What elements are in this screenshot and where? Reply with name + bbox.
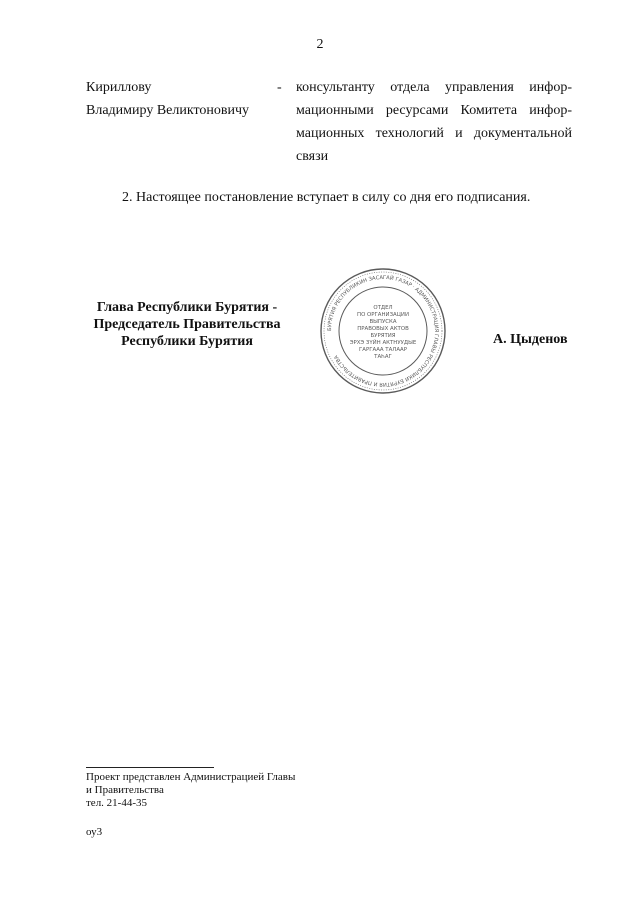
seal-ring-textpath: БУРЯТИЯ РЕСПУБЛИКИН ЗАСАГАЙ ГАЗАР · АДМИНИСТРАЦИЯ ГЛАВЫ РЕСПУБЛИКИ БУРЯТИЯ И ПРАВИТЕЛЬСТВА — [326, 274, 440, 388]
footnote — [86, 771, 295, 810]
official-seal-stamp — [319, 267, 447, 395]
position-line-1: консультанту отдела управления инфор- — [296, 80, 572, 95]
footnote-divider — [86, 767, 214, 768]
signer-title-line-2: Председатель Правительства — [93, 317, 281, 332]
seal-line-2: ПО ОРГАНИЗАЦИИ — [357, 312, 409, 318]
page-number: 2 — [316, 37, 324, 52]
signer-title-line-1: Глава Республики Бурятия - — [96, 300, 278, 315]
footnote-line-2: и Правительства — [86, 784, 164, 796]
position-line-2: мационными ресурсами Комитета инфор- — [296, 103, 572, 118]
signer-title — [82, 299, 292, 350]
appointee-position — [296, 76, 572, 168]
footnote-line-1: Проект представлен Администрацией Главы — [86, 771, 296, 783]
position-line-4: связи — [296, 149, 329, 164]
seal-line-6: ЭРХЭ ЗҮЙН АКТНУУДЫЕ — [349, 340, 417, 346]
seal-line-7: ГАРГААА ТАЛААР — [359, 347, 407, 353]
footnote-line-3: тел. 21-44-35 — [86, 797, 148, 809]
document-code: оу3 — [86, 826, 103, 838]
position-line-3: мационных технологий и документальной — [296, 126, 572, 141]
seal-line-4: ПРАВОВЫХ АКТОВ — [357, 326, 409, 332]
appointee-name — [86, 76, 249, 122]
signer-name: А. Цыденов — [493, 332, 568, 347]
appointee-given-names: Владимиру Великтоновичу — [86, 103, 250, 118]
seal-line-1: ОТДЕЛ — [373, 305, 393, 311]
clause-2: 2. Настоящее постановление вступает в силу со дня его подписания. — [122, 190, 531, 205]
seal-line-8: ТАҺАГ — [374, 354, 392, 360]
seal-line-3: ВЫПУСКА — [369, 319, 397, 325]
signer-title-line-3: Республики Бурятия — [121, 334, 253, 349]
appointee-surname: Кириллову — [86, 80, 152, 95]
appointee-dash: - — [277, 80, 282, 95]
seal-line-5: БУРЯТИЯ — [370, 333, 396, 339]
